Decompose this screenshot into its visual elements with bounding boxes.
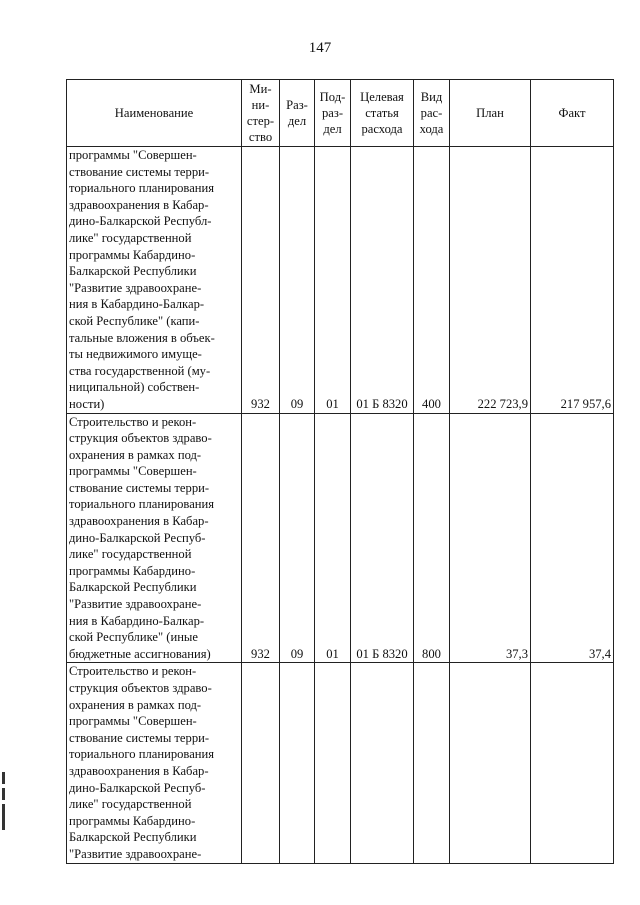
header-expense-type: Вид рас- хода [414, 80, 450, 147]
row-target-article: 01 Б 8320 [351, 413, 414, 663]
row-expense-type: 400 [414, 147, 450, 414]
row-fact [531, 663, 614, 863]
header-ministry: Ми- ни- стер- ство [242, 80, 280, 147]
header-plan: План [450, 80, 531, 147]
page-number: 147 [308, 40, 332, 56]
row-subsection: 01 [315, 147, 351, 414]
row-name: Строительство и рекон- струкция объектов здраво- охранения в рамках под- программы "Совершен- ствование системы терри- ториального планирования здравоохранения в Кабар- дино-Балкарской Респуб- лике" государственной программы Кабардино- Балкарской Республики "Развитие здравоохране- ния в Кабардино-Балкар- ской Республике" (иные бюджетные ассигнования) [67, 413, 242, 663]
row-ministry: 932 [242, 147, 280, 414]
row-subsection [315, 663, 351, 863]
table-row [67, 663, 614, 863]
row-fact: 37,4 [531, 413, 614, 663]
row-name: программы "Совершен- ствование системы терри- ториального планирования здравоохранения в Кабар- дино-Балкарской Республ- лике" государственной программы Кабардино- Балкарской Республики "Развитие здравоохране- ния в Кабардино-Балкар- ской Республике" (капи- тальные вложения в объек- ты недвижимого имуще- ства государственной (му- ниципальной) собствен- ности) [67, 147, 242, 414]
table-row [67, 147, 614, 414]
row-ministry [242, 663, 280, 863]
row-fact: 217 957,6 [531, 147, 614, 414]
table-header-row [67, 80, 614, 147]
row-target-article: 01 Б 8320 [351, 147, 414, 414]
header-target-article: Целевая статья расхода [351, 80, 414, 147]
row-target-article [351, 663, 414, 863]
header-fact: Факт [531, 80, 614, 147]
row-section: 09 [280, 413, 315, 663]
header-name: Наименование [67, 80, 242, 147]
row-subsection: 01 [315, 413, 351, 663]
row-plan: 37,3 [450, 413, 531, 663]
scan-margin-mark [2, 772, 5, 830]
budget-table [66, 79, 614, 864]
row-section [280, 663, 315, 863]
header-subsection: Под- раз- дел [315, 80, 351, 147]
row-plan [450, 663, 531, 863]
row-section: 09 [280, 147, 315, 414]
table-row [67, 413, 614, 663]
header-section: Раз- дел [280, 80, 315, 147]
row-name: Строительство и рекон- струкция объектов здраво- охранения в рамках под- программы "Совершен- ствование системы терри- ториального планирования здравоохранения в Кабар- дино-Балкарской Респуб- лике" государственной программы Кабардино- Балкарской Республики "Развитие здравоохране- [67, 663, 242, 863]
row-expense-type: 800 [414, 413, 450, 663]
row-plan: 222 723,9 [450, 147, 531, 414]
row-ministry: 932 [242, 413, 280, 663]
row-expense-type [414, 663, 450, 863]
